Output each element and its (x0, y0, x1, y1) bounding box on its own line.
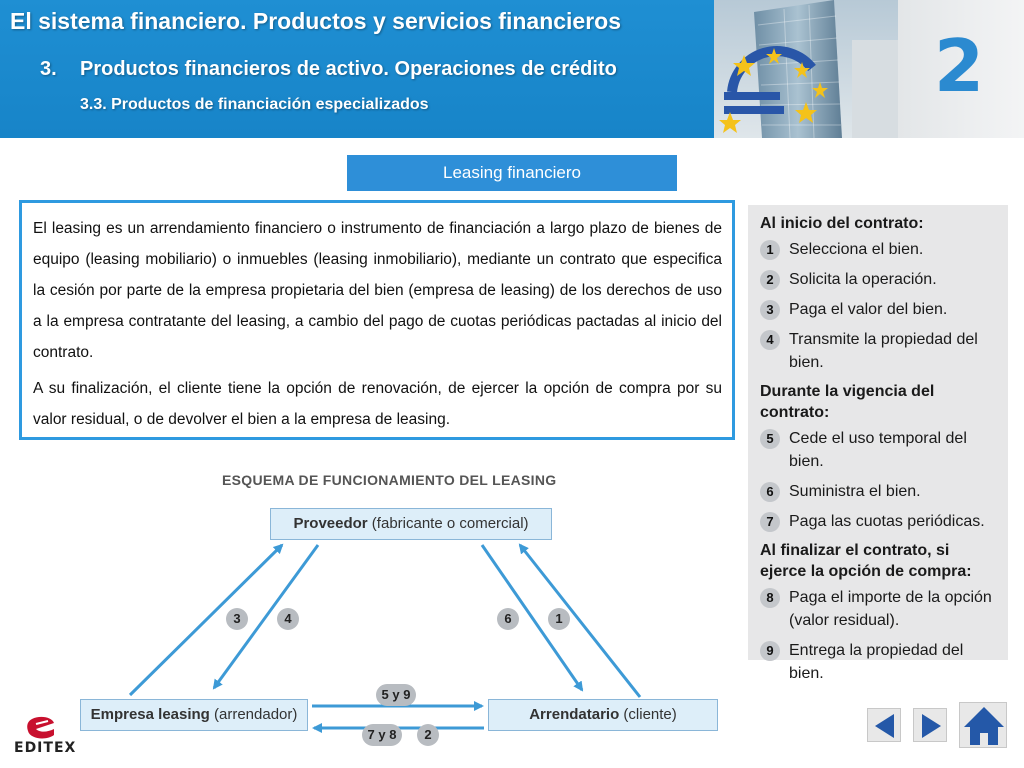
section-title: 3.3. Productos de financiación especializados (80, 96, 429, 113)
next-button[interactable] (913, 708, 947, 742)
node-empresa-leasing (80, 699, 308, 731)
arrow-label-7-8: 7 y 8 (362, 724, 402, 746)
arrow-3 (130, 545, 282, 695)
node-proveedor-bold: Proveedor (293, 515, 368, 532)
node-proveedor (270, 508, 552, 540)
step-number: 8 (760, 588, 780, 608)
step-text: Selecciona el bien. (789, 241, 924, 258)
arrow-label-5-9: 5 y 9 (376, 684, 416, 706)
step-number: 3 (760, 300, 780, 320)
chapter-number: 2 (934, 24, 985, 108)
node-empresa-bold: Empresa leasing (90, 706, 210, 723)
steps-section-title: Durante la vigencia del contrato: (760, 383, 935, 421)
home-button[interactable] (959, 702, 1007, 748)
step-number: 7 (760, 512, 780, 532)
arrow-label-2: 2 (417, 724, 439, 746)
arrow-label-1: 1 (548, 608, 570, 630)
step-text: Solicita la operación. (789, 271, 937, 288)
page-title: El sistema financiero. Productos y servicios financieros (10, 8, 622, 34)
section-pill: Leasing financiero (347, 155, 677, 191)
prev-arrow-icon (868, 709, 902, 743)
arrow-label-4: 4 (277, 608, 299, 630)
step-text: Transmite la propiedad del bien. (789, 331, 978, 371)
step-text: Paga el importe de la opción (valor residual). (789, 589, 992, 629)
node-empresa-rest: (arrendador) (209, 706, 298, 723)
diagram-title: ESQUEMA DE FUNCIONAMIENTO DEL LEASING (222, 472, 557, 488)
node-arrendatario-bold: Arrendatario (529, 706, 620, 723)
steps-section-title: Al inicio del contrato: (760, 215, 924, 232)
next-arrow-icon (914, 709, 948, 743)
step-text: Cede el uso temporal del bien. (789, 430, 967, 470)
subtitle-number: 3. (40, 58, 57, 80)
step-text: Suministra el bien. (789, 483, 921, 500)
node-arrendatario-rest: (cliente) (619, 706, 677, 723)
node-arrendatario (488, 699, 718, 731)
step-text: Entrega la propiedad del bien. (789, 642, 964, 682)
step-number: 1 (760, 240, 780, 260)
step-number: 4 (760, 330, 780, 350)
arrow-label-3: 3 (226, 608, 248, 630)
step-number: 9 (760, 641, 780, 661)
arrow-label-6: 6 (497, 608, 519, 630)
step-number: 6 (760, 482, 780, 502)
step-text: Paga las cuotas periódicas. (789, 513, 985, 530)
editex-logo-text: EDITEX (14, 740, 77, 756)
subtitle-text: Productos financieros de activo. Operaciones de crédito (80, 58, 617, 80)
arrow-1 (520, 545, 640, 697)
steps-section-title: Al finalizar el contrato, si ejerce la opción de compra: (760, 542, 972, 580)
definition-paragraph-2: A su finalización, el cliente tiene la opción de renovación, de ejercer la opción de compra por su valor residual, o de devolver el bien a la empresa de leasing. (33, 380, 722, 428)
step-text: Paga el valor del bien. (789, 301, 948, 318)
definition-paragraph-1: El leasing es un arrendamiento financiero o instrumento de financiación a largo plazo de bienes de equipo (leasing mobiliario) o inmuebles (leasing inmobiliario), mediante un contrato que especifica la cesión por parte de la empresa propietaria del bien (empresa de leasing) de los derechos de uso a la empresa contratante del leasing, a cambio del pago de cuotas periódicas pactadas al inicio del contrato. (33, 220, 722, 361)
node-proveedor-rest: (fabricante o comercial) (367, 515, 529, 532)
step-number: 2 (760, 270, 780, 290)
prev-button[interactable] (867, 708, 901, 742)
home-icon (960, 703, 1008, 749)
step-number: 5 (760, 429, 780, 449)
